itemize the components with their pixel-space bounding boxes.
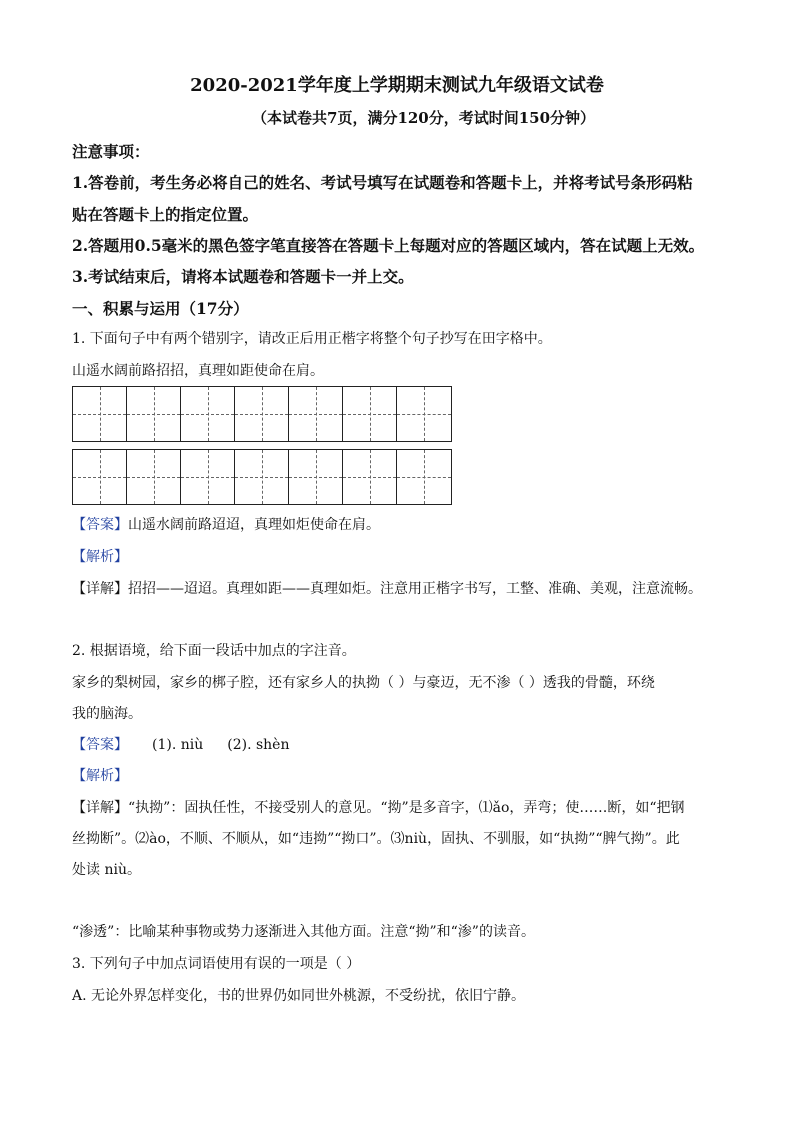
detail-text: “执拗”：固执任性，不接受别人的意见。“拗”是多音字，⑴ǎo，弄弯；使……断，如“把钢 bbox=[128, 800, 685, 816]
tianzige-row-2 bbox=[72, 449, 452, 505]
q2-analysis-tag bbox=[72, 765, 128, 785]
answer-tag: 【答案】 bbox=[72, 737, 128, 753]
grid-cell[interactable] bbox=[289, 450, 343, 504]
answer-2: (2). shèn bbox=[227, 737, 290, 753]
tianzige-row-1 bbox=[72, 386, 452, 442]
q1-prompt: 1. 下面句子中有两个错别字，请改正后用正楷字将整个句子抄写在田字格中。 bbox=[72, 331, 552, 347]
notice-item-1: 1.答卷前，考生务必将自己的姓名、考试号填写在试题卷和答题卡上，并将考试号条形码粘 bbox=[72, 173, 693, 192]
grid-cell[interactable] bbox=[289, 387, 343, 441]
notice-heading: 注意事项： bbox=[72, 142, 150, 161]
q1-analysis-tag bbox=[72, 546, 128, 566]
exam-title: 2020-2021学年度上学期期末测试九年级语文试卷 bbox=[190, 75, 604, 96]
detail-tag: 【详解】 bbox=[72, 800, 128, 816]
grid-cell[interactable] bbox=[343, 387, 397, 441]
q3-option-a: A. 无论外界怎样变化，书的世界仍如同世外桃源，不受纷扰，依旧宁静。 bbox=[72, 988, 526, 1004]
answer-text: 山遥水阔前路迢迢，真理如炬使命在肩。 bbox=[128, 517, 380, 533]
grid-cell[interactable] bbox=[127, 387, 181, 441]
notice-item-1-cont: 贴在答题卡上的指定位置。 bbox=[72, 205, 259, 224]
grid-cell[interactable] bbox=[235, 450, 289, 504]
q3-prompt: 3. 下列句子中加点词语使用有误的一项是（ ） bbox=[72, 956, 361, 972]
grid-cell[interactable] bbox=[73, 387, 127, 441]
grid-cell[interactable] bbox=[181, 387, 235, 441]
answer-1: (1). niù bbox=[152, 737, 204, 753]
answer-tag: 【答案】 bbox=[72, 517, 128, 533]
grid-cell[interactable] bbox=[181, 450, 235, 504]
q2-prompt: 2. 根据语境，给下面一段话中加点的字注音。 bbox=[72, 643, 356, 659]
notice-item-2: 2.答题用0.5毫米的黑色签字笔直接答在答题卡上每题对应的答题区域内，答在试题上无效。 bbox=[72, 236, 705, 255]
grid-cell[interactable] bbox=[235, 387, 289, 441]
q2-detail-line-4: “渗透”：比喻某种事物或势力逐渐进入其他方面。注意“拗”和“渗”的读音。 bbox=[72, 924, 535, 940]
q2-detail-line-1 bbox=[72, 797, 685, 817]
q1-detail bbox=[72, 578, 702, 598]
detail-tag: 【详解】 bbox=[72, 581, 128, 597]
analysis-tag: 【解析】 bbox=[72, 549, 128, 565]
grid-cell[interactable] bbox=[73, 450, 127, 504]
section-heading: 一、积累与运用（17分） bbox=[72, 299, 249, 318]
grid-cell[interactable] bbox=[343, 450, 397, 504]
q2-answer bbox=[72, 734, 289, 754]
q2-text-line-1: 家乡的梨树园，家乡的梆子腔，还有家乡人的执拗（ ）与豪迈，无不渗（ ）透我的骨髓，环绕 bbox=[72, 675, 655, 691]
notice-item-3: 3.考试结束后，请将本试题卷和答题卡一并上交。 bbox=[72, 267, 414, 286]
grid-cell[interactable] bbox=[397, 387, 451, 441]
q2-text-line-2: 我的脑海。 bbox=[72, 706, 142, 722]
q1-sentence: 山遥水阔前路招招，真理如距使命在肩。 bbox=[72, 363, 324, 379]
q1-answer bbox=[72, 514, 380, 534]
exam-subtitle: （本试卷共7页，满分120分，考试时间150分钟） bbox=[252, 109, 596, 127]
q2-detail-line-3: 处读 niù。 bbox=[72, 862, 141, 878]
q2-detail-line-2: 丝拗断”。⑵ào，不顺、不顺从，如“违拗”“拗口”。⑶niù，固执、不驯服，如“执拗”“脾气拗”。此 bbox=[72, 831, 680, 847]
detail-text: 招招——迢迢。真理如距——真理如炬。注意用正楷字书写，工整、准确、美观，注意流畅。 bbox=[128, 581, 702, 597]
grid-cell[interactable] bbox=[397, 450, 451, 504]
analysis-tag: 【解析】 bbox=[72, 768, 128, 784]
grid-cell[interactable] bbox=[127, 450, 181, 504]
